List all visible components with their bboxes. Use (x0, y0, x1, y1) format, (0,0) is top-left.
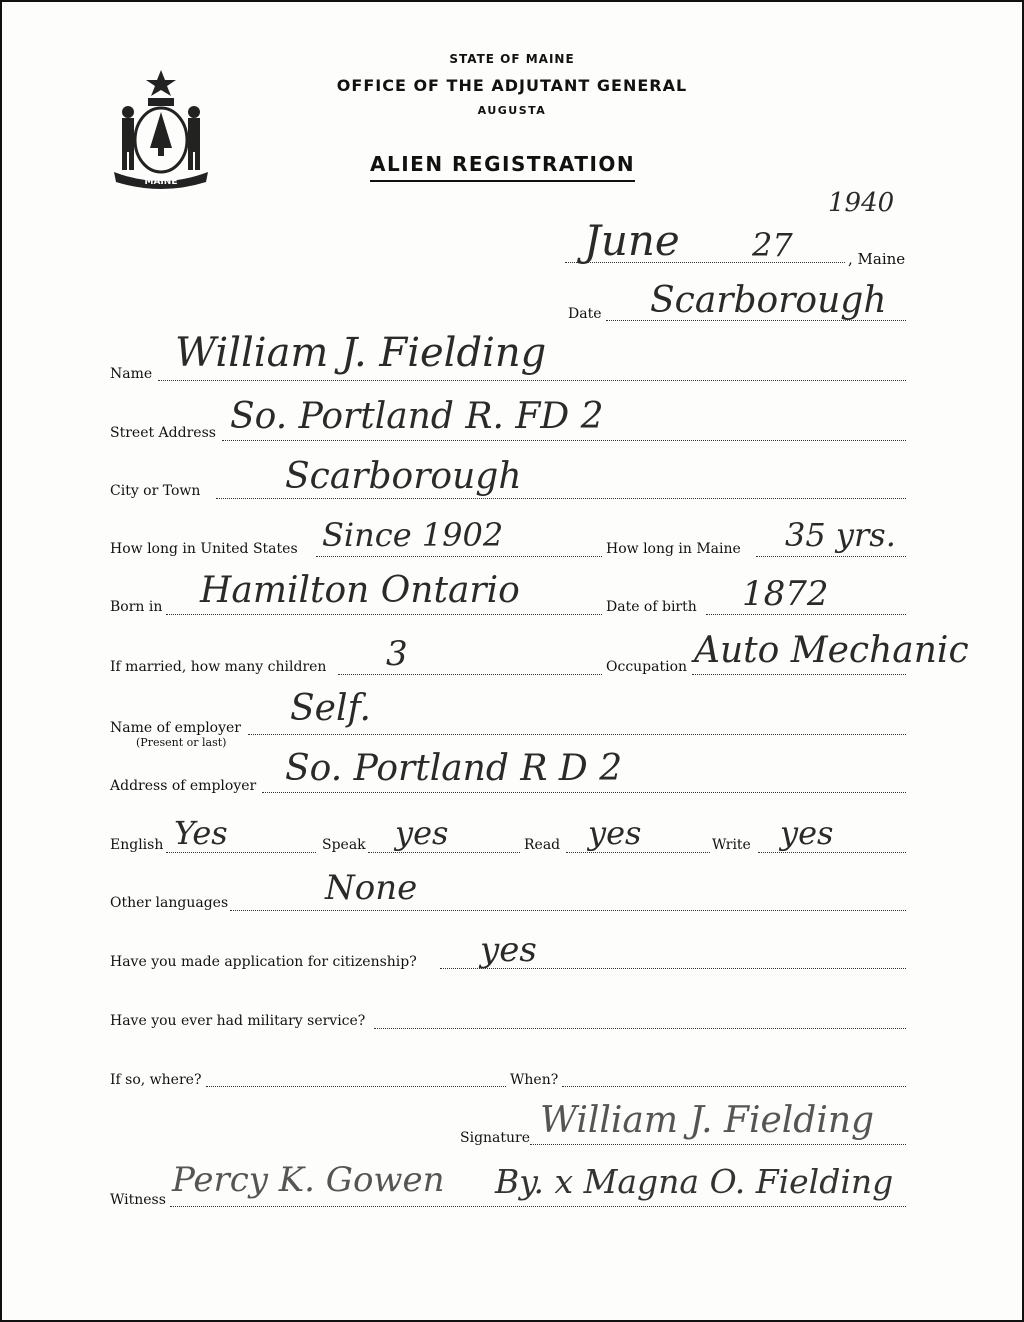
header-office: OFFICE OF THE ADJUTANT GENERAL (336, 76, 688, 95)
signature-value: William J. Fielding (540, 1100, 875, 1141)
occupation-value: Auto Mechanic (694, 630, 969, 671)
signature-label: Signature (460, 1130, 531, 1146)
witness-dots (170, 1206, 906, 1207)
speak-dots (368, 852, 520, 853)
street-dots (222, 440, 906, 441)
maine-label: How long in Maine (606, 541, 741, 557)
us-value: Since 1902 (322, 516, 504, 554)
occupation-label: Occupation (606, 659, 688, 675)
children-dots (338, 674, 602, 675)
citizenship-value: yes (480, 930, 537, 970)
seal-banner-text: MAINE (144, 177, 178, 187)
english-value: Yes (174, 814, 228, 852)
born-value: Hamilton Ontario (200, 570, 520, 611)
when-dots (562, 1086, 906, 1087)
employer-address-value: So. Portland R D 2 (285, 748, 623, 789)
where-label: If so, where? (110, 1072, 202, 1088)
other-languages-value: None (325, 868, 418, 908)
witness-label: Witness (110, 1192, 166, 1208)
date-month-value: June (584, 216, 680, 265)
english-label: English (110, 837, 164, 853)
military-dots (374, 1028, 906, 1029)
street-value: So. Portland R. FD 2 (230, 396, 604, 437)
read-value: yes (588, 814, 642, 852)
maine-dots (756, 556, 906, 557)
english-dots (166, 852, 316, 853)
date-place-value: Scarborough (650, 280, 887, 321)
maine-suffix-label: , Maine (848, 250, 906, 268)
write-dots (758, 852, 906, 853)
speak-value: yes (395, 814, 449, 852)
other-languages-dots (230, 910, 906, 911)
street-label: Street Address (110, 425, 216, 441)
city-label: City or Town (110, 483, 201, 499)
us-dots (316, 556, 602, 557)
signature-dots (530, 1144, 906, 1145)
header-state: STATE OF MAINE (449, 52, 575, 66)
header-city: AUGUSTA (477, 104, 547, 117)
employer-address-label: Address of employer (110, 778, 257, 794)
name-dots (158, 380, 906, 381)
date-label: Date (568, 306, 602, 322)
born-dots (166, 614, 602, 615)
dob-label: Date of birth (606, 599, 697, 615)
employer-label: Name of employer (110, 720, 241, 736)
city-dots (216, 498, 906, 499)
children-value: 3 (386, 634, 408, 674)
name-value: William J. Fielding (175, 330, 547, 376)
employer-address-dots (262, 792, 906, 793)
children-label: If married, how many children (110, 659, 327, 675)
speak-label: Speak (322, 837, 366, 853)
us-label: How long in United States (110, 541, 298, 557)
occupation-dots (692, 674, 906, 675)
write-label: Write (712, 837, 751, 853)
born-label: Born in (110, 599, 163, 615)
employer-sub-label: (Present or last) (136, 736, 227, 749)
witness-value: Percy K. Gowen (172, 1160, 445, 1200)
when-label: When? (510, 1072, 559, 1088)
signed-by-value: By. x Magna O. Fielding (495, 1162, 894, 1201)
name-label: Name (110, 366, 153, 382)
dob-dots (706, 614, 906, 615)
write-value: yes (780, 814, 834, 852)
read-label: Read (524, 837, 561, 853)
form-title: ALIEN REGISTRATION (370, 152, 635, 182)
date-day-value: 27 (752, 226, 793, 264)
employer-dots (248, 734, 906, 735)
city-value: Scarborough (285, 456, 522, 497)
where-dots (206, 1086, 506, 1087)
read-dots (566, 852, 710, 853)
employer-value: Self. (290, 688, 371, 729)
maine-value: 35 yrs. (785, 516, 896, 554)
citizenship-label: Have you made application for citizenship? (110, 954, 417, 970)
dob-value: 1872 (742, 574, 829, 614)
other-languages-label: Other languages (110, 895, 229, 911)
military-label: Have you ever had military service? (110, 1013, 366, 1029)
year-value: 1940 (828, 188, 895, 218)
